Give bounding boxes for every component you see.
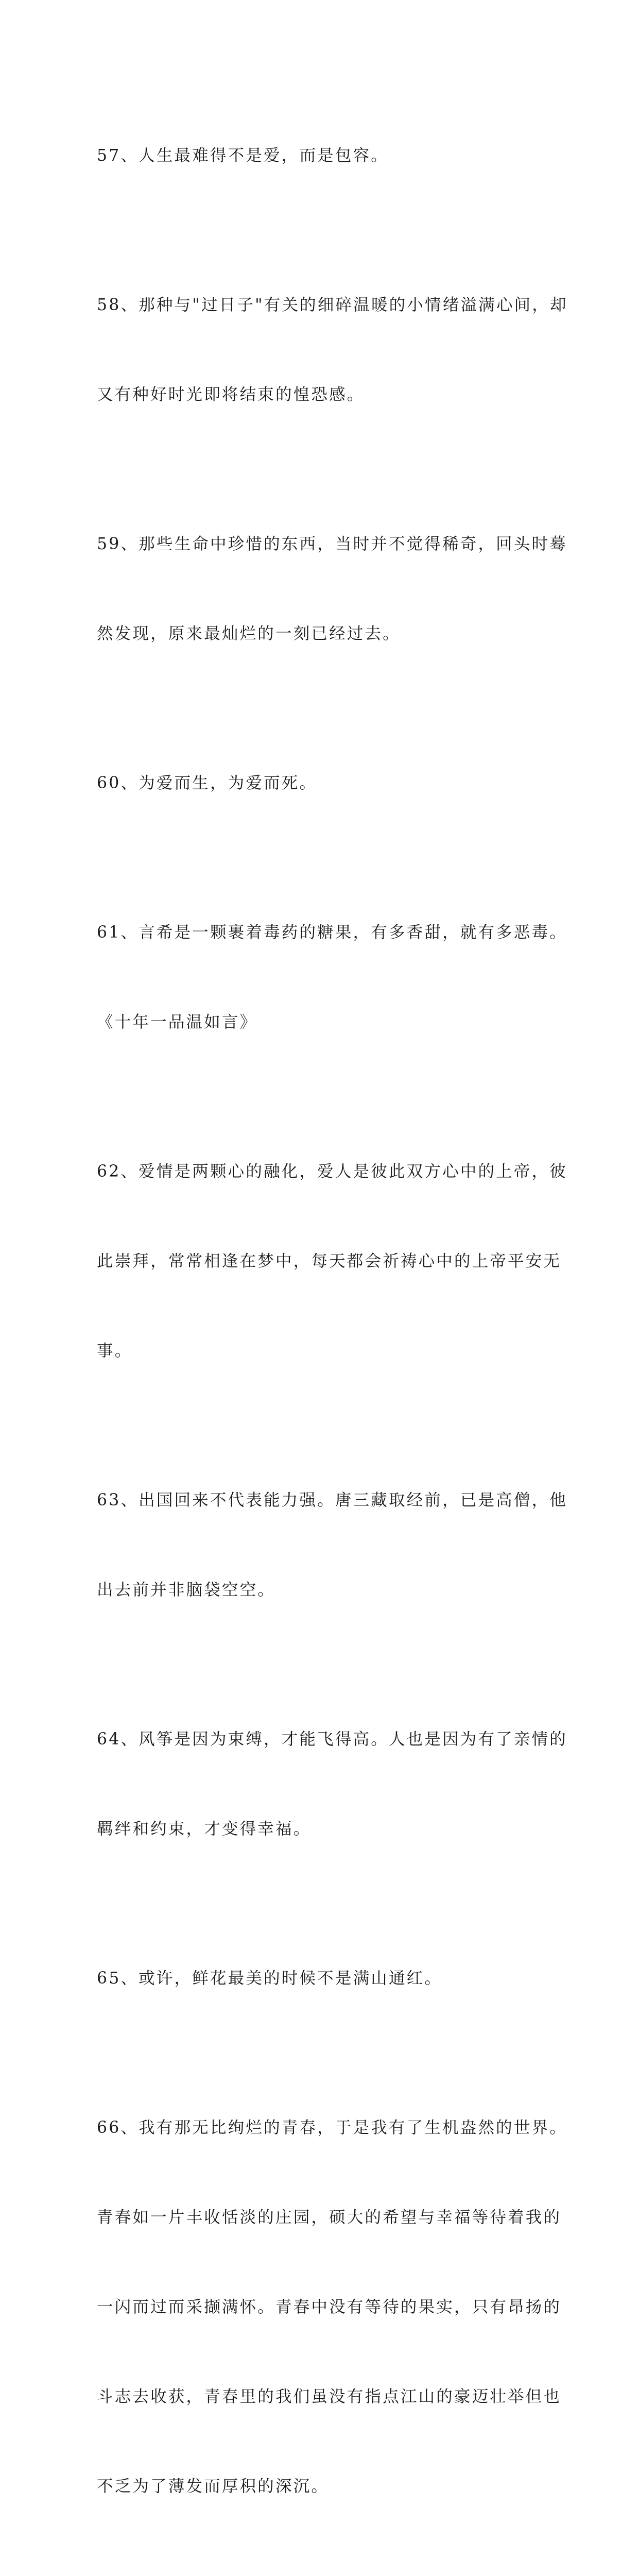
entry-58 (97, 230, 568, 469)
entry-line: 57、人生最难得不是爱，而是包容。 (97, 146, 389, 165)
entry-65 (97, 1904, 550, 2053)
entry-line: 62、爱情是两颗心的融化，爱人是彼此双方心中的上帝，彼 (97, 1162, 567, 1181)
document-body (97, 81, 568, 2576)
entry-line: 此崇拜，常常相逢在梦中，每天都会祈祷心中的上帝平安无 (97, 1252, 562, 1270)
entry-61 (97, 858, 567, 1097)
entry-line: 61、言希是一颗裹着毒药的糖果，有多香甜，就有多恶毒。 (97, 923, 567, 942)
entry-line: 羁绊和约束，才变得幸福。 (97, 1820, 312, 1838)
entry-line: 一闪而过而采撷满怀。青春中没有等待的果实，只有昂扬的 (97, 2298, 562, 2316)
entry-line: 58、那种与"过日子"有关的细碎温暖的小情绪溢满心间，却 (97, 296, 568, 314)
entry-line: 出去前并非脑袋空空。 (97, 1581, 276, 1599)
entry-line: 斗志去收获，青春里的我们虽没有指点江山的豪迈壮举但也 (97, 2387, 562, 2406)
entry-67 (97, 2561, 550, 2576)
entry-line: 66、我有那无比绚烂的青春，于是我有了生机盎然的世界。 (97, 2119, 567, 2137)
entry-59 (97, 469, 567, 708)
entry-60 (97, 708, 550, 858)
entry-line: 青春如一片丰收恬淡的庄园，硕大的希望与幸福等待着我的 (97, 2208, 562, 2227)
entry-57 (97, 81, 550, 230)
entry-line: 59、那些生命中珍惜的东西，当时并不觉得稀奇，回头时蓦 (97, 535, 567, 553)
entry-line: 63、出国回来不代表能力强。唐三藏取经前，已是高僧，他 (97, 1491, 567, 1510)
entry-line: 然发现，原来最灿烂的一刻已经过去。 (97, 624, 401, 643)
entry-62 (97, 1097, 567, 1426)
entry-66 (97, 2053, 567, 2561)
entry-64 (97, 1665, 567, 1904)
entry-line: 《十年一品温如言》 (97, 1013, 258, 1031)
entry-line: 64、风筝是因为束缚，才能飞得高。人也是因为有了亲情的 (97, 1730, 567, 1749)
entry-line: 不乏为了薄发而厚积的深沉。 (97, 2477, 330, 2496)
entry-line: 65、或许，鲜花最美的时候不是满山通红。 (97, 1969, 443, 1988)
entry-line: 60、为爱而生，为爱而死。 (97, 774, 318, 792)
entry-line: 事。 (97, 1342, 133, 1360)
entry-line: 又有种好时光即将结束的惶恐感。 (97, 385, 365, 404)
entry-63 (97, 1426, 567, 1665)
